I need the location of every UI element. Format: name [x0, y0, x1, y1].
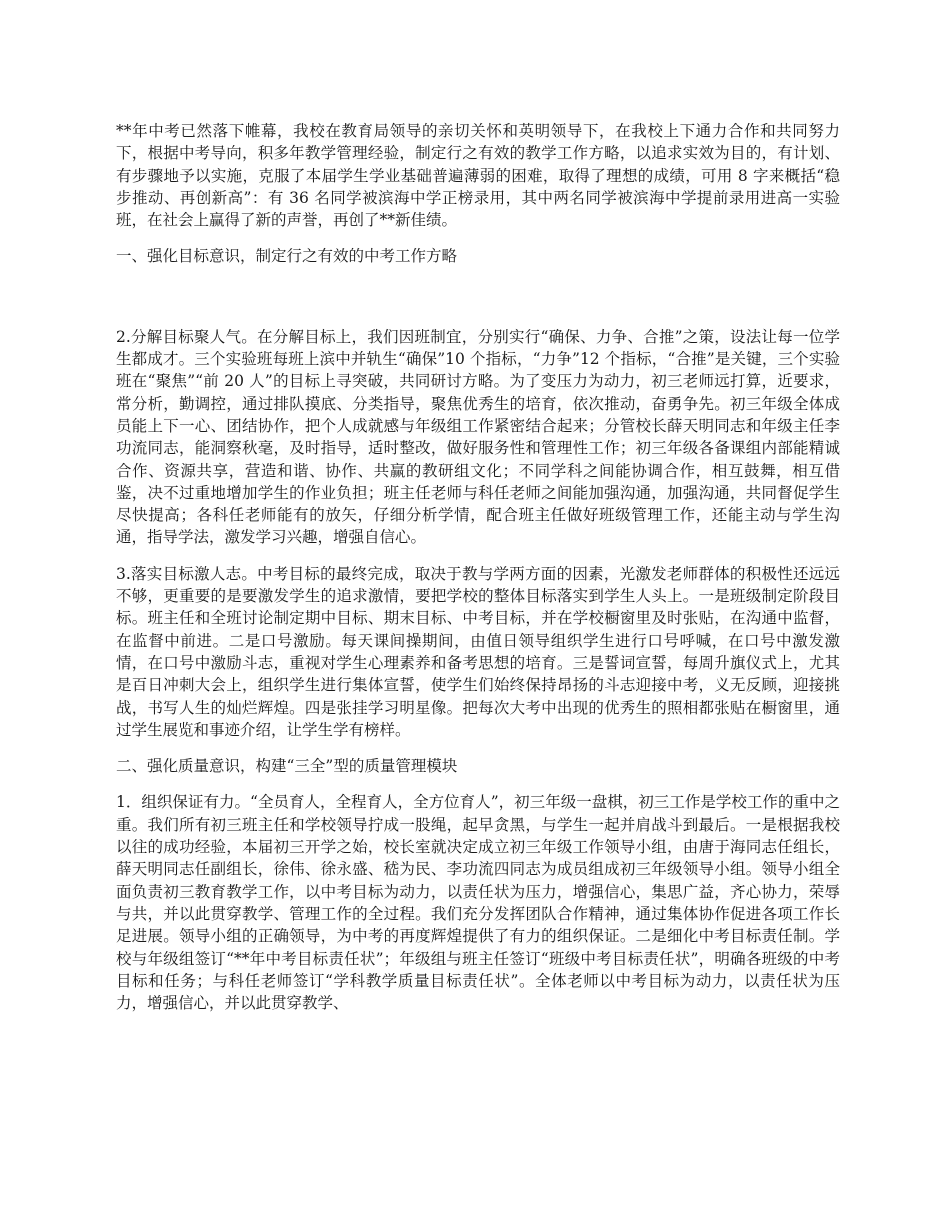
paragraph-decompose-goals: 2.分解目标聚人气。在分解目标上，我们因班制宜，分别实行“确保、力争、合推”之策，设法让每一位学生都成才。三个实验班每班上滨中并轨生“确保”10 个指标，“力争”12 个指标，“合推”是关键，三个实验班在“聚焦”“前 20 人”的目标上寻突破，共同研讨方略。为了变压力为动力，初三老师远打算，近要求，常分析，勤调控，通过排队摸底、分类指导，聚焦优秀生的培育，依次推动，奋勇争先。初三年级全体成员能上下一心、团结协作，把个人成就感与年级组工作紧密结合起来；分管校长薛天明同志和年级主任李功流同志，能洞察秋毫，及时指导，适时整改，做好服务性和管理性工作；初三年级各备课组内部能精诚合作、资源共享，营造和谐、协作、共赢的教研组文化；不同学科之间能协调合作，相互鼓舞，相互借鉴，决不过重地增加学生的作业负担；班主任老师与科任老师之间能加强沟通，加强沟通，共同督促学生尽快提高；各科任老师能有的放矢，仔细分析学情，配合班主任做好班级管理工作，还能主动与学生沟通，指导学法，激发学习兴趣，增强自信心。 [116, 327, 840, 547]
paragraph-implement-goals: 3.落实目标激人志。中考目标的最终完成，取决于教与学两方面的因素，光激发老师群体的积极性还远远不够，更重要的是要激发学生的追求激情，要把学校的整体目标落实到学生人头上。一是班级制定阶段目标。班主任和全班讨论制定期中目标、期末目标、中考目标，并在学校橱窗里及时张贴，在沟通中监督，在监督中前进。二是口号激励。每天课间操期间，由值日领导组织学生进行口号呼喊，在口号中激发激情，在口号中激励斗志，重视对学生心理素养和备考思想的培育。三是誓词宣誓，每周升旗仪式上，尤其是百日冲刺大会上，组织学生进行集体宣誓，使学生们始终保持昂扬的斗志迎接中考，义无反顾，迎接挑战，书写人生的灿烂辉煌。四是张挂学习明星像。把每次大考中出现的优秀生的照相都张贴在橱窗里，通过学生展览和事迹介绍，让学生学有榜样。 [116, 564, 840, 739]
section-heading-2: 二、强化质量意识，构建“三全”型的质量管理模块 [116, 757, 458, 776]
section-heading-1: 一、强化目标意识，制定行之有效的中考工作方略 [116, 247, 458, 266]
document-page [116, 120, 840, 1028]
blank-gap [116, 282, 840, 326]
intro-paragraph: **年中考已然落下帷幕，我校在教育局领导的亲切关怀和英明领导下，在我校上下通力合作和共同努力下，根据中考导向，积多年教学管理经验，制定行之有效的教学工作方略，以追求实效为目的，有计划、有步骤地予以实施，克服了本届学生学业基础普遍薄弱的困难，取得了理想的成绩，可用 8 字来概括“稳步推动、再创新高”：有 36 名同学被滨海中学正榜录用，其中两名同学被滨海中学提前录用进高一实验班，在社会上赢得了新的声誉，再创了**新佳绩。 [116, 122, 840, 230]
paragraph-organization: 1．组织保证有力。“全员育人，全程育人，全方位育人”，初三年级一盘棋，初三工作是学校工作的重中之重。我们所有初三班主任和学校领导拧成一股绳，起早贪黑，与学生一起并肩战斗到最后。一是根据我校以往的成功经验，本届初三开学之始，校长室就决定成立初三年级工作领导小组，由唐于海同志任组长，薛天明同志任副组长，徐伟、徐永盛、嵇为民、李功流四同志为成员组成初三年级领导小组。领导小组全面负责初三教育教学工作，以中考目标为动力，以责任状为压力，增强信心，集思广益，齐心协力，荣辱与共，并以此贯穿教学、管理工作的全过程。我们充分发挥团队合作精神，通过集体协作促进各项工作长足进展。领导小组的正确领导，为中考的再度辉煌提供了有力的组织保证。二是细化中考目标责任制。学校与年级组签订“**年中考目标责任状”；年级组与班主任签订“班级中考目标责任状”，明确各班级的中考目标和任务；与科任老师签订“学科教学质量目标责任状”。全体老师以中考目标为动力，以责任状为压力，增强信心，并以此贯穿教学、 [116, 793, 840, 1013]
